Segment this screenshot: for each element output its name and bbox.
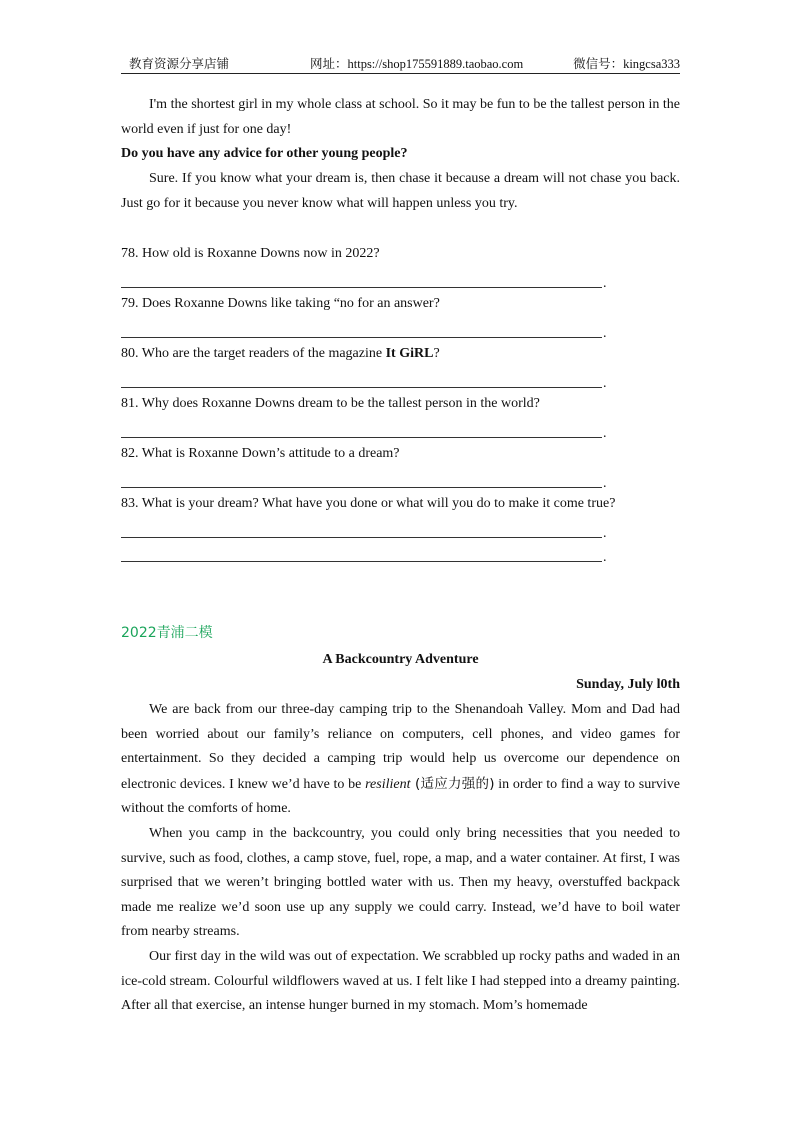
answer-line-80[interactable] [121, 387, 602, 388]
question-80-end: ? [433, 346, 440, 361]
magazine-name: It GiRL [385, 346, 434, 361]
answer-line-78[interactable] [121, 287, 602, 288]
passage-title: A Backcountry Adventure [322, 652, 479, 667]
answer-period: . [603, 550, 607, 565]
interview-question-heading: Do you have any advice for other young people? [121, 146, 408, 161]
p1-text: We are back from our three-day camping trip to the Shenandoah Valley. Mom and Dad had been worried about our family’s reliance on computers, cell phones, and video games for entertainment. So they decided a camping trip would help us overcome our dependence on electronic devices. I knew we’d have to be [121, 702, 680, 792]
diary-date: Sunday, July l0th [576, 677, 680, 692]
answer-line-83a[interactable] [121, 537, 602, 538]
answer-period: . [603, 526, 607, 541]
answer-line-83b[interactable] [121, 561, 602, 562]
vocab-word: resilient [365, 776, 411, 792]
passage-paragraph-2: When you camp in the backcountry, you could only bring necessities that you needed to survive, such as food, clothes, a camp stove, fuel, rope, a map, and a water container. At first, I was surprised that we weren’t bringing bottled water with us. Then my heavy, overstuffed backpack made me realize we’d soon use up any supply we could carry. Instead, we’d have to boil water from nearby streams. [121, 826, 680, 939]
question-79: 79. Does Roxanne Downs like taking “no for an answer? [121, 296, 440, 311]
question-83: 83. What is your dream? What have you done or what will you do to make it come true? [121, 496, 616, 511]
answer-period: . [603, 476, 607, 491]
p1-text-end: in order to find a way to survive without the comforts of home. [121, 776, 681, 816]
intro-paragraph-2: Sure. If you know what your dream is, then chase it because a dream will not chase you back. Just go for it because you never know what will happen unless you try. [121, 171, 680, 211]
passage-source: 2022青浦二模 [121, 625, 213, 641]
header-url: 网址：https://shop175591889.taobao.com [310, 57, 524, 71]
question-81: 81. Why does Roxanne Downs dream to be the tallest person in the world? [121, 396, 540, 411]
question-80 [121, 342, 680, 367]
vocab-gloss: (适应力强的) [410, 775, 495, 792]
answer-period: . [603, 276, 607, 291]
answer-line-81[interactable] [121, 437, 602, 438]
answer-period: . [603, 376, 607, 391]
passage-paragraph-1 [121, 698, 680, 822]
question-78: 78. How old is Roxanne Downs now in 2022? [121, 246, 380, 261]
question-82: 82. What is Roxanne Down’s attitude to a dream? [121, 446, 400, 461]
passage-paragraph-3: Our first day in the wild was out of expectation. We scrabbled up rocky paths and waded in an ice-cold stream. Colourful wildflowers waved at us. I felt like I had stepped into a dreamy painting. After all that exercise, an intense hunger burned in my stomach. Mom’s homemade [121, 949, 680, 1013]
answer-period: . [603, 326, 607, 341]
answer-line-82[interactable] [121, 487, 602, 488]
answer-line-79[interactable] [121, 337, 602, 338]
intro-paragraph-1: I'm the shortest girl in my whole class at school. So it may be fun to be the tallest person in the world even if just for one day! [121, 97, 680, 137]
question-80-text: 80. Who are the target readers of the magazine [121, 346, 386, 361]
header-shop-name: 教育资源分享店铺 [129, 57, 230, 71]
header-wechat: 微信号：kingcsa333 [573, 57, 680, 71]
answer-period: . [603, 426, 607, 441]
page-header [121, 56, 680, 74]
